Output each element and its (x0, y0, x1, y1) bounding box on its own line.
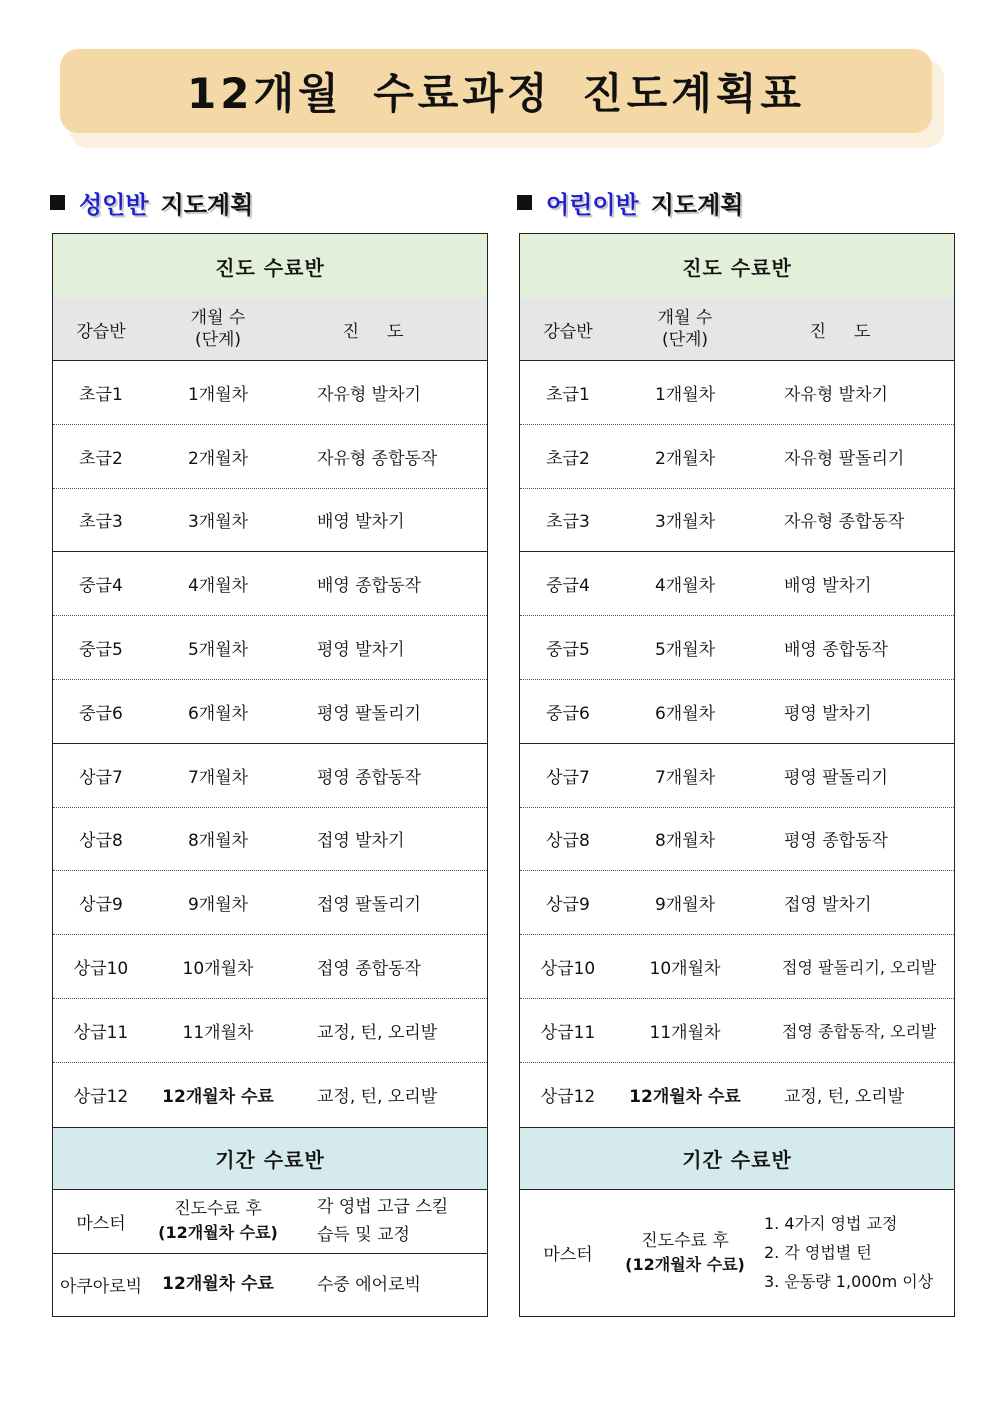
table-row (520, 999, 954, 1063)
row-class: 상급10 (540, 959, 596, 980)
header-months-line2: (단계) (661, 330, 709, 350)
table-row (520, 871, 954, 935)
row-month: 4개월차 (654, 576, 716, 597)
row-content: 배영 종합동작 (784, 640, 888, 661)
period-content (287, 1190, 487, 1253)
row-month: 12개월차 수료 (162, 1087, 274, 1108)
period-row-master (53, 1190, 487, 1254)
row-class: 중급5 (79, 640, 123, 661)
header-class: 강습반 (543, 321, 593, 342)
row-content: 접영 팔돌리기 (317, 895, 421, 916)
period-condition-line2: (12개월차 수료) (625, 1254, 745, 1274)
row-content: 접영 종합동작 (317, 959, 421, 980)
table-row (53, 1063, 487, 1127)
row-class: 중급5 (546, 640, 590, 661)
row-month: 9개월차 (187, 895, 249, 916)
row-content: 접영 발차기 (784, 895, 872, 916)
child-section-heading (517, 186, 744, 218)
row-month: 11개월차 (182, 1022, 254, 1043)
row-class: 상급11 (540, 1022, 596, 1043)
period-content: 수중 에어로빅 (317, 1274, 421, 1295)
period-condition-line2: (12개월차 수료) (158, 1223, 278, 1243)
table-row (520, 680, 954, 744)
row-month: 10개월차 (182, 959, 254, 980)
row-class: 중급4 (79, 576, 123, 597)
row-month: 3개월차 (654, 512, 716, 533)
row-content: 교정, 턴, 오리발 (317, 1087, 438, 1108)
row-content: 평영 발차기 (317, 640, 405, 661)
table-row (53, 489, 487, 553)
row-content: 자유형 팔돌리기 (784, 448, 905, 469)
child-progress-band: 진도 수료반 (520, 234, 954, 298)
row-month: 6개월차 (187, 703, 249, 724)
row-class: 상급10 (73, 959, 129, 980)
row-month: 1개월차 (654, 384, 716, 405)
list-item: 1. 4가지 영법 교정 (764, 1214, 898, 1234)
period-condition (616, 1190, 754, 1316)
row-month: 2개월차 (187, 448, 249, 469)
adult-heading-rest: 지도계획 (160, 190, 254, 219)
child-plan-table (519, 233, 955, 1317)
row-class: 초급2 (546, 448, 590, 469)
list-item: 3. 운동량 1,000m 이상 (764, 1272, 934, 1292)
header-months-line1: 개월 수 (190, 308, 246, 328)
row-month: 2개월차 (654, 448, 716, 469)
row-content: 교정, 턴, 오리발 (317, 1022, 438, 1043)
period-condition-line1: 진도수료 후 (641, 1230, 729, 1251)
row-class: 상급9 (79, 895, 123, 916)
table-row (520, 808, 954, 872)
header-months-line2: (단계) (194, 330, 242, 350)
child-period-band: 기간 수료반 (520, 1127, 954, 1190)
row-month: 9개월차 (654, 895, 716, 916)
row-month: 6개월차 (654, 703, 716, 724)
row-month: 12개월차 수료 (629, 1087, 741, 1108)
row-content: 교정, 턴, 오리발 (784, 1087, 905, 1108)
header-progress: 진도 (809, 321, 899, 342)
row-content: 평영 종합동작 (784, 831, 888, 852)
child-column-header (520, 298, 954, 361)
row-month: 4개월차 (187, 576, 249, 597)
header-progress: 진도 (342, 321, 432, 342)
row-month: 7개월차 (187, 767, 249, 788)
row-class: 중급4 (546, 576, 590, 597)
row-class: 상급7 (546, 767, 590, 788)
row-content: 자유형 종합동작 (317, 448, 438, 469)
row-month: 3개월차 (187, 512, 249, 533)
row-class: 상급7 (79, 767, 123, 788)
child-heading-accent: 어린이반 (546, 190, 639, 219)
table-row (53, 616, 487, 680)
square-bullet-icon (517, 195, 532, 210)
period-content-line2: 습득 및 교정 (317, 1225, 410, 1246)
row-class: 중급6 (546, 703, 590, 724)
row-class: 중급6 (79, 703, 123, 724)
table-row (520, 744, 954, 808)
row-class: 상급11 (73, 1022, 129, 1043)
row-month: 5개월차 (654, 640, 716, 661)
table-row (53, 361, 487, 425)
table-row (53, 935, 487, 999)
table-row (520, 1063, 954, 1127)
period-row-aquarobic (53, 1254, 487, 1316)
row-class: 상급8 (79, 831, 123, 852)
period-content-list (754, 1190, 954, 1316)
adult-plan-table (52, 233, 488, 1317)
period-class: 마스터 (76, 1213, 126, 1234)
period-condition (149, 1190, 287, 1253)
table-row (520, 361, 954, 425)
period-condition: 12개월차 수료 (162, 1274, 274, 1295)
table-row (53, 999, 487, 1063)
table-row (53, 425, 487, 489)
table-row (53, 744, 487, 808)
table-row (53, 808, 487, 872)
row-month: 10개월차 (649, 959, 721, 980)
adult-column-header (53, 298, 487, 361)
row-month: 5개월차 (187, 640, 249, 661)
row-content: 자유형 종합동작 (784, 512, 905, 533)
header-class: 강습반 (76, 321, 126, 342)
row-content: 배영 발차기 (317, 512, 405, 533)
row-content: 접영 종합동작, 오리발 (782, 1021, 937, 1041)
square-bullet-icon (50, 195, 65, 210)
row-month: 1개월차 (187, 384, 249, 405)
row-class: 초급2 (79, 448, 123, 469)
row-class: 상급12 (540, 1087, 596, 1108)
row-month: 7개월차 (654, 767, 716, 788)
row-class: 상급9 (546, 895, 590, 916)
row-content: 자유형 발차기 (317, 384, 421, 405)
adult-period-band: 기간 수료반 (53, 1127, 487, 1190)
row-class: 상급8 (546, 831, 590, 852)
table-row (53, 680, 487, 744)
row-content: 접영 팔돌리기, 오리발 (782, 958, 937, 978)
row-content: 자유형 발차기 (784, 384, 888, 405)
table-row (520, 616, 954, 680)
row-content: 배영 종합동작 (317, 576, 421, 597)
header-months-line1: 개월 수 (657, 308, 713, 328)
adult-progress-band: 진도 수료반 (53, 234, 487, 298)
list-item: 2. 각 영법별 턴 (764, 1243, 872, 1263)
period-row-master (520, 1190, 954, 1316)
adult-section-heading (50, 186, 253, 218)
row-month: 8개월차 (187, 831, 249, 852)
row-content: 배영 발차기 (784, 576, 872, 597)
table-row (520, 425, 954, 489)
row-class: 초급3 (79, 512, 123, 533)
row-month: 8개월차 (654, 831, 716, 852)
row-class: 초급3 (546, 512, 590, 533)
row-class: 초급1 (79, 384, 123, 405)
header-months (616, 298, 754, 360)
row-content: 접영 발차기 (317, 831, 405, 852)
table-row (53, 552, 487, 616)
table-row (520, 489, 954, 553)
row-class: 상급12 (73, 1087, 129, 1108)
page-title: 12개월 수료과정 진도계획표 (187, 69, 805, 118)
period-class: 마스터 (543, 1245, 593, 1266)
header-months (149, 298, 287, 360)
adult-heading-accent: 성인반 (79, 190, 149, 219)
child-heading-rest: 지도계획 (650, 190, 744, 219)
period-class: 아쿠아로빅 (59, 1277, 143, 1298)
row-content: 평영 종합동작 (317, 767, 421, 788)
row-month: 11개월차 (649, 1022, 721, 1043)
period-condition-line1: 진도수료 후 (174, 1199, 262, 1220)
row-content: 평영 발차기 (784, 703, 872, 724)
table-row (53, 871, 487, 935)
period-content-line1: 각 영법 고급 스킬 (317, 1197, 449, 1218)
row-class: 초급1 (546, 384, 590, 405)
table-row (520, 935, 954, 999)
title-banner (60, 49, 932, 133)
row-content: 평영 팔돌리기 (317, 703, 421, 724)
table-row (520, 552, 954, 616)
row-content: 평영 팔돌리기 (784, 767, 888, 788)
